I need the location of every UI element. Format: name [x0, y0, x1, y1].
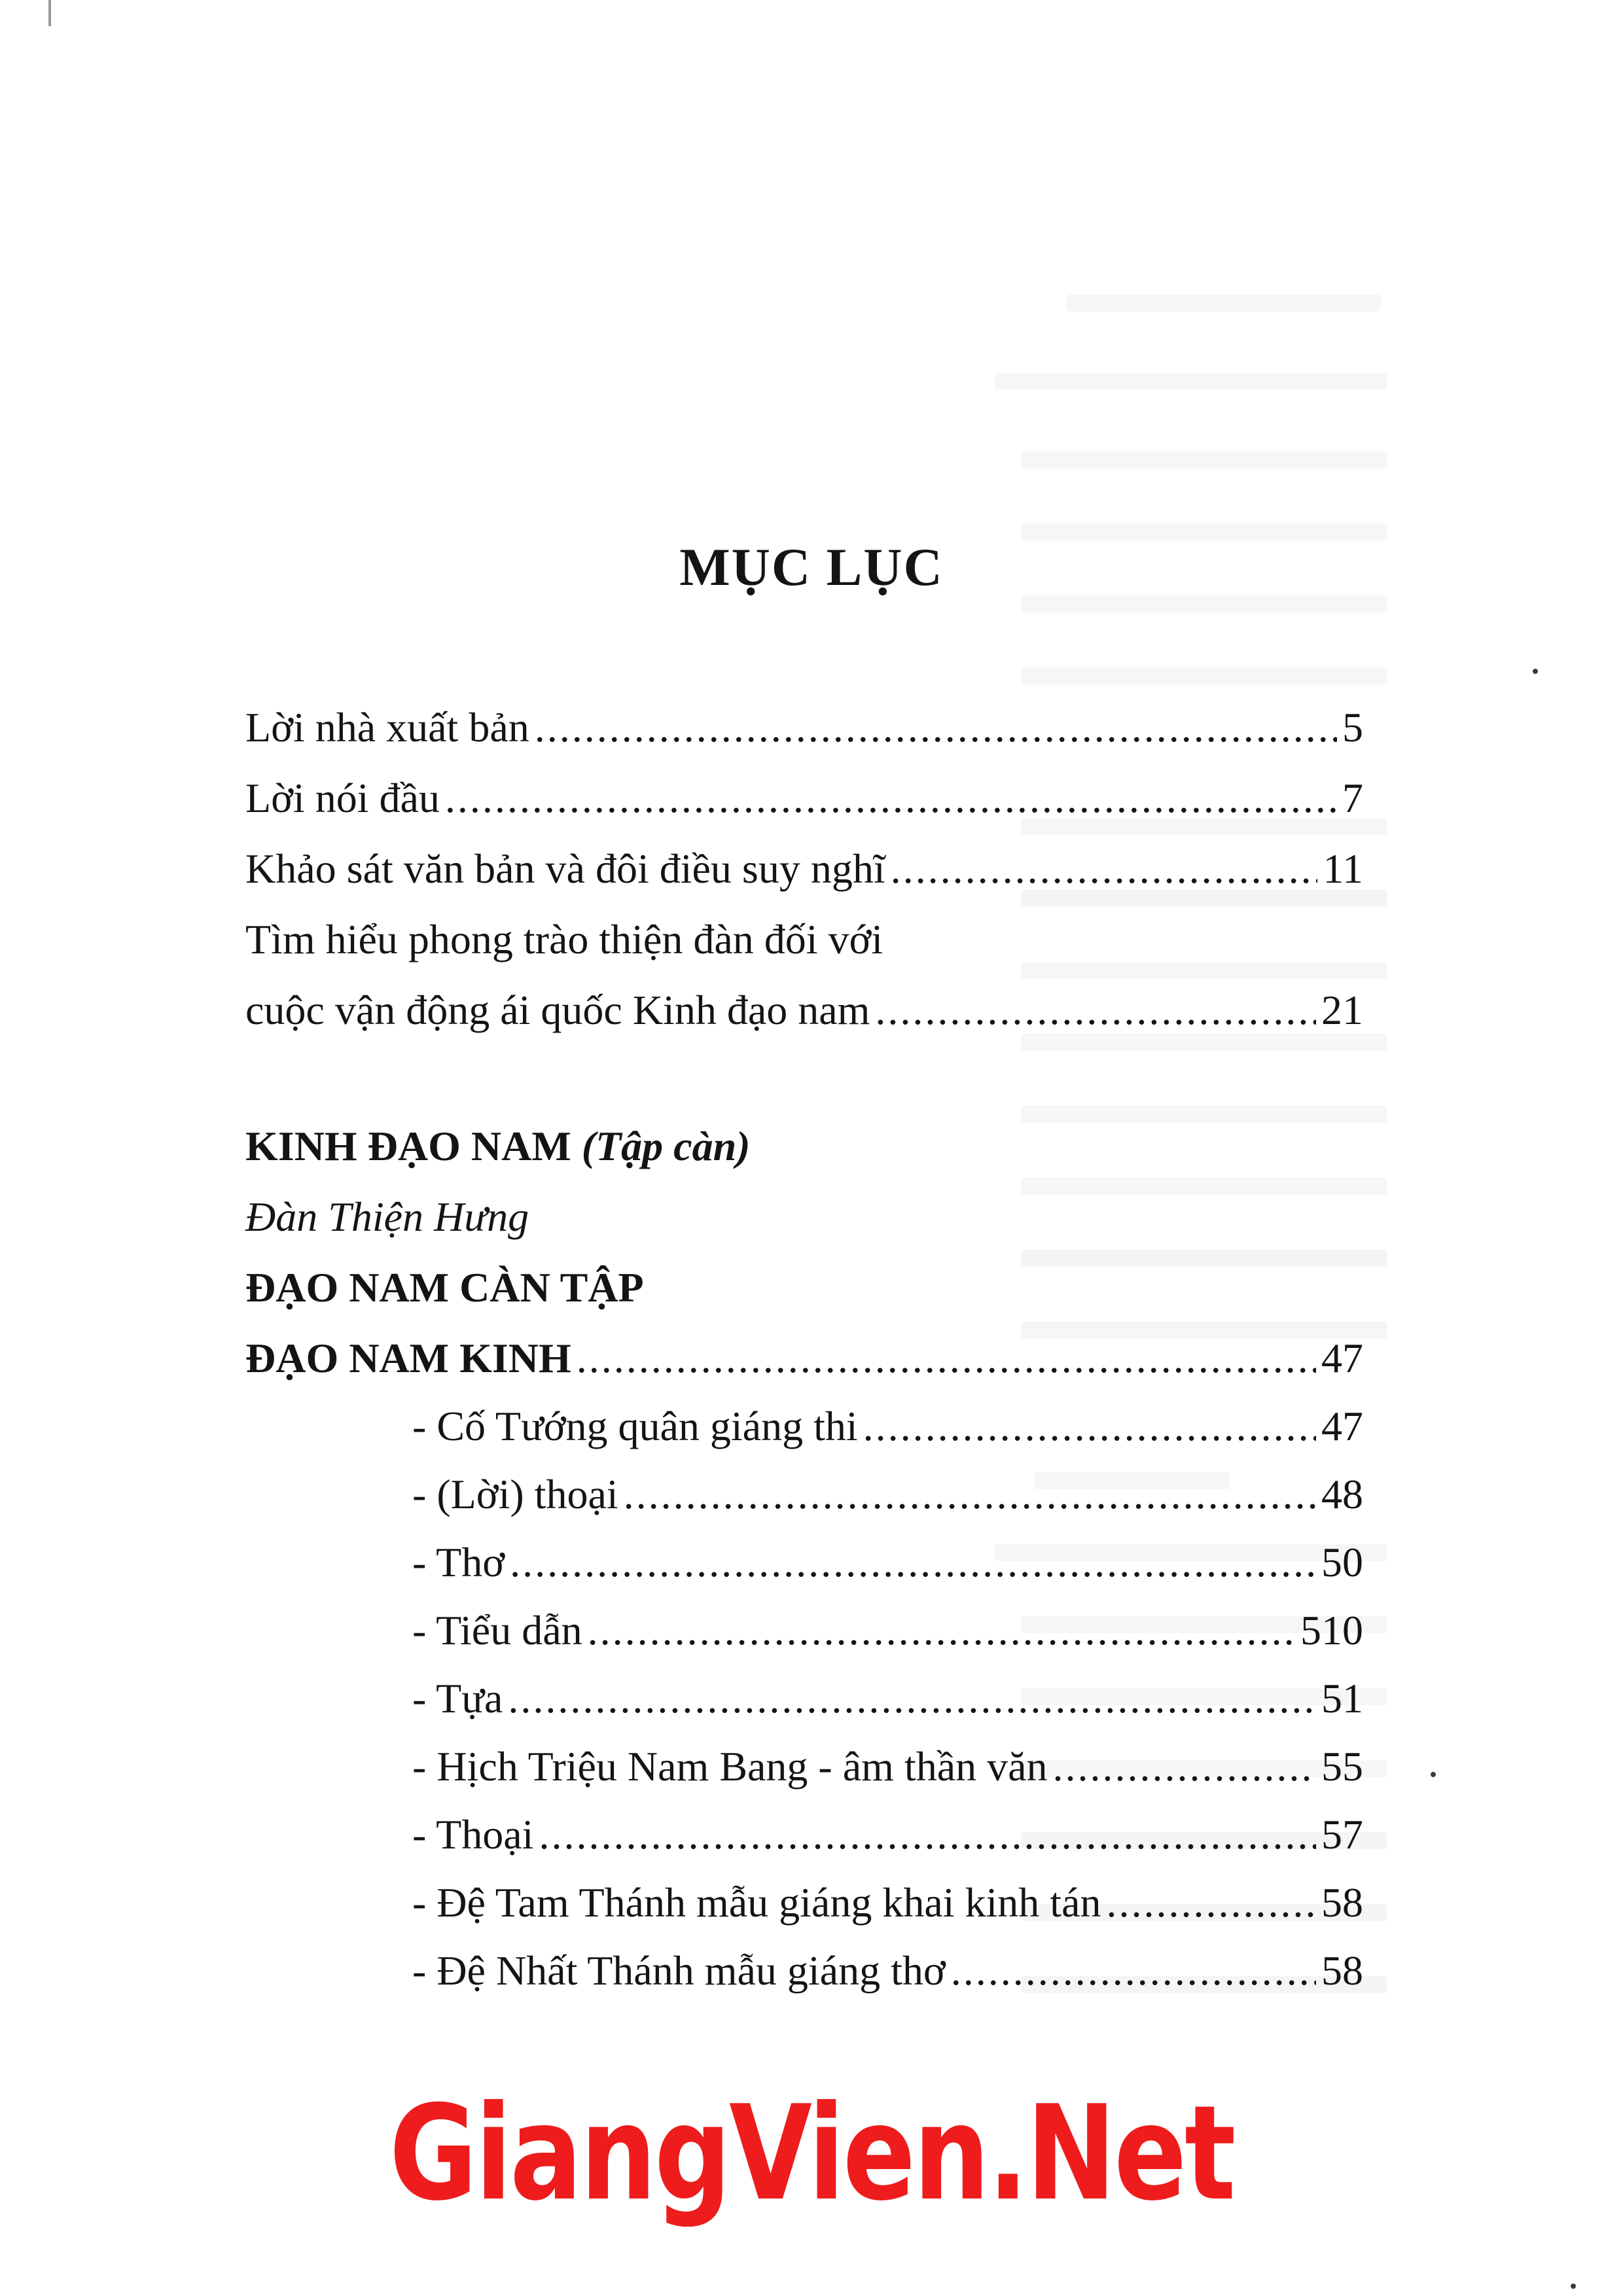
toc-entry	[245, 769, 1363, 828]
toc-entry-page: 51	[1321, 1675, 1363, 1722]
site-watermark: GiangVien.Net	[389, 2077, 1234, 2230]
toc-subentry	[412, 1941, 1363, 2000]
toc-subentry	[412, 1737, 1363, 1796]
toc-entry-page: 47	[1321, 1403, 1363, 1449]
toc-subentry	[412, 1533, 1363, 1592]
toc-entry-book	[245, 1329, 1363, 1388]
toc-entry-label: - Tiểu dẫn	[412, 1607, 582, 1653]
dot-leader	[535, 698, 1337, 757]
section-author: Đàn Thiện Hưng	[245, 1193, 529, 1240]
toc-subentry	[412, 1873, 1363, 1932]
dot-leader	[539, 1805, 1316, 1864]
page-title: MỤC LỤC	[679, 537, 944, 597]
toc-entry-page: 48	[1321, 1471, 1363, 1517]
toc-subentry	[412, 1465, 1363, 1524]
dot-leader	[1106, 1873, 1316, 1932]
toc-entry-page: 50	[1321, 1539, 1363, 1585]
dot-leader	[875, 981, 1316, 1040]
toc-entry-page: 57	[1321, 1811, 1363, 1858]
toc-entry	[245, 839, 1363, 898]
dot-leader	[577, 1329, 1316, 1388]
toc-entry-page: 11	[1323, 845, 1363, 892]
section-heading-main: KINH ĐẠO NAM	[245, 1123, 571, 1169]
toc-entry-label: - Đệ Nhất Thánh mẫu giáng thơ	[412, 1947, 946, 1994]
section-heading-sub: (Tập càn)	[581, 1123, 751, 1169]
toc-entry-label: - Thơ	[412, 1539, 505, 1585]
toc-entry-label: Lời nói đầu	[245, 775, 440, 821]
toc-entry-label: - (Lời) thoại	[412, 1471, 618, 1517]
toc-subentry	[412, 1805, 1363, 1864]
toc-entry-page: 58	[1321, 1947, 1363, 1994]
part-title: ĐẠO NAM CÀN TẬP	[245, 1264, 644, 1311]
toc-subentry	[412, 1669, 1363, 1728]
toc-entry-page: 58	[1321, 1879, 1363, 1926]
section-heading	[245, 1117, 750, 1176]
dot-leader	[445, 769, 1337, 828]
toc-entry-label: - Hịch Triệu Nam Bang - âm thần văn	[412, 1743, 1048, 1790]
toc-entry	[245, 698, 1363, 757]
toc-entry-label: Lời nhà xuất bản	[245, 704, 529, 751]
page-edge-mark	[48, 0, 51, 26]
ink-speck	[1431, 1772, 1436, 1777]
toc-entry-label: - Thoại	[412, 1811, 534, 1858]
toc-entry-label: Khảo sát văn bản và đôi điều suy nghĩ	[245, 845, 885, 892]
toc-entry-label: - Tựa	[412, 1675, 503, 1722]
toc-entry-label: - Cố Tướng quân giáng thi	[412, 1403, 858, 1449]
toc-subentry	[412, 1397, 1363, 1456]
ink-speck	[1533, 669, 1538, 674]
dot-leader	[863, 1397, 1316, 1456]
toc-entry-label-line1: Tìm hiểu phong trào thiện đàn đối với	[245, 916, 883, 963]
dot-leader	[951, 1941, 1316, 2000]
dot-leader	[891, 839, 1318, 898]
toc-entry-page: 7	[1342, 775, 1363, 821]
dot-leader	[1053, 1737, 1317, 1796]
dot-leader	[508, 1669, 1316, 1728]
dot-leader	[624, 1465, 1316, 1524]
toc-entry-label: cuộc vận động ái quốc Kinh đạo nam	[245, 987, 870, 1033]
dot-leader	[510, 1533, 1316, 1592]
toc-entry-label: - Đệ Tam Thánh mẫu giáng khai kinh tán	[412, 1879, 1101, 1926]
toc-entry-page: 55	[1321, 1743, 1363, 1790]
toc-subentry	[412, 1601, 1363, 1660]
ink-speck	[1571, 2284, 1576, 2289]
toc-entry-page: 47	[1321, 1335, 1363, 1381]
toc-entry-page: 21	[1321, 987, 1363, 1033]
dot-leader	[588, 1601, 1295, 1660]
toc-entry-label: ĐẠO NAM KINH	[245, 1335, 571, 1381]
toc-entry-page: 510	[1300, 1607, 1363, 1653]
toc-entry-page: 5	[1342, 704, 1363, 751]
toc-entry	[245, 981, 1363, 1040]
